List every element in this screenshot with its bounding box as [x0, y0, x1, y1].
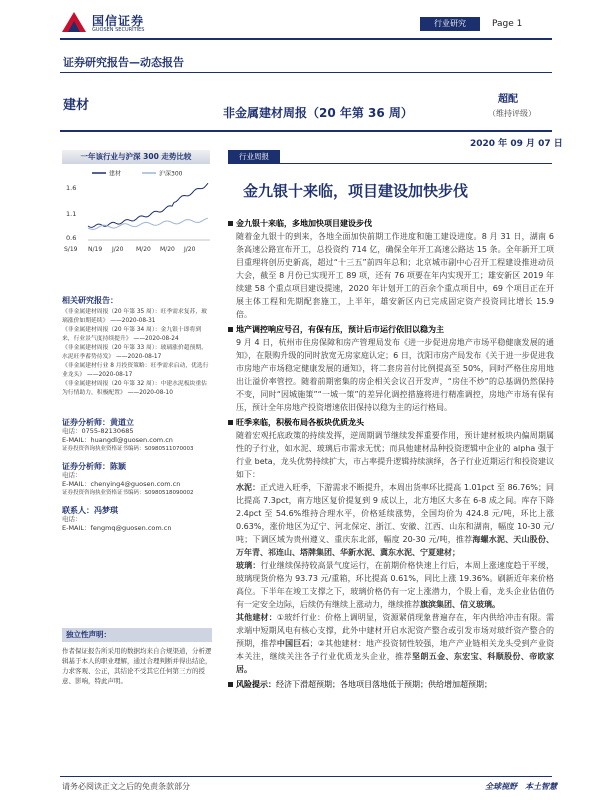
- x-tick-label: M/20: [160, 246, 175, 253]
- analyst-phone: 电话：0755-82130685: [62, 427, 134, 435]
- footer-disclaimer: 请务必阅读正文之后的免责条款部分: [62, 782, 190, 791]
- company-logo: [60, 8, 180, 36]
- page-number: Page 1: [492, 19, 523, 29]
- legend-label: 沪深300: [159, 170, 183, 178]
- section-tag: 行业周报: [228, 150, 280, 164]
- paragraph: 随着宏观托底政策的持续发挥，逆周期调节继续发挥重要作用，预计建材板块内偏周期属性的子行业，如水泥、玻璃后市需求无忧；而具他建材品种投资逻辑中企业的 alpha 强于行业 beta，龙头优势持续扩大，市占率提升逻辑持续演绎，各子行业近期运行和投资建议如下：: [236, 431, 554, 479]
- x-tick-label: J/20: [184, 246, 196, 253]
- series-title: 证券研究报告—动态报告: [63, 56, 184, 69]
- analyst-name: 证券分析师：陈颖: [62, 462, 126, 471]
- title-divider: [60, 130, 552, 132]
- x-tick-label: N/19: [88, 246, 103, 253]
- y-tick-label: 1.1: [66, 210, 77, 218]
- other-paragraph: 其他建材：①玻纤行业：价格上调明显，资源紧俏现象普遍存在，年内供给冲击有限。需求端中短期风电有核心支撑，此外中建材开启水泥资产整合或引发市场对玻纤资产整合的预期，推荐中国巨石；②其他建材：地产投资韧性较强，地产产业链相关龙头受到产业资本关注，继续关注各子行业优质龙头企业，推荐坚朗五金、东宏宝、科顺股份、帝欧家居。: [236, 613, 555, 674]
- glass-paragraph: 玻璃：行业继续保持较高景气度运行，在前期价格快速上行后，本周上涨速度趋于平缓，玻璃现货价格为 93.73 元/重箱，环比提高 0.61%，同比上涨 19.36%。刷新近年来价格高位。下半年在竣工支撑之下，玻璃价格仍有一定上涨潜力，个股上看，龙头企业估值仍有一定安全边际，后续仍有继续上涨动力，继续推荐旗滨集团、信义玻璃。: [236, 561, 555, 609]
- section-heading: 旺季来临，积极布局各板块优质龙头: [228, 416, 554, 429]
- risk-line: 风险提示：经济下滑超预期；各地项目落地低于预期；供给增加超预期；: [228, 678, 554, 691]
- cement-paragraph: 水泥：正式进入旺季，下游需求不断提升，本周出货率环比提高 1.01pct 至 86.76%；同比提高 7.3pct，南方地区复价提复到 9 成以上，北方地区大多在 6-8 成之间。库存下降 2.4pct 至 54.6%维持合理水平，价格延续涨势，全国均价为 424.8 元/吨，环比上涨 0.63%，涨价地区为辽宁、河北保定、浙江、安徽、江西、山东和湖南，幅度 10-30 元/吨；下调区域为贵州遵义、重庆东北部，幅度 20-30 元/吨，推荐海螺水泥、天山股份、万年青、祁连山、塔牌集团、华新水泥、冀东水泥、宁夏建材；: [236, 483, 555, 557]
- contact-name: 联系人：冯梦琪: [62, 506, 118, 515]
- bullet-icon: [228, 420, 233, 425]
- x-tick-label: S/19: [64, 246, 78, 253]
- logo-text: 国信证券: [92, 14, 145, 28]
- related-reports-heading: 相关研究报告：: [62, 296, 118, 305]
- rating: 超配: [498, 94, 518, 105]
- main-body: [228, 215, 554, 691]
- bullet-icon: [228, 327, 233, 332]
- analyst-block: [62, 418, 212, 454]
- independence-statement: 作者保证报告所采用的数据均来自合规渠道，分析逻辑基于本人的职业理解，通过合理判断并得出结论，力求客观、公正，其结论不受其它任何第三方的授意、影响，特此声明。: [62, 647, 212, 685]
- analyst-block: [62, 462, 212, 498]
- section-heading: 金九银十来临，多地加快项目建设步伐: [228, 217, 554, 230]
- logo-subtext: GUOSEN SECURITIES: [92, 27, 145, 33]
- analyst-cert: 证券投资咨询执业资格证书编码：S0980518090002: [62, 490, 194, 496]
- related-report-item[interactable]: 《非金属建材周报（20 年第 35 周）：旺季需求复苏，玻璃涨价如期延续》 ——2020-08-31: [62, 309, 207, 324]
- related-report-item[interactable]: 《非金属建材行业 8 月投资策略：旺季需求启动，优选行业龙头》 ——2020-08-17: [62, 363, 209, 378]
- series-line-building-materials: [88, 183, 208, 227]
- analyst-email[interactable]: E-MAIL：chenying4@guosen.com.cn: [62, 480, 181, 488]
- analyst-name: 证券分析师：黄道立: [62, 418, 134, 427]
- footer-divider: [60, 776, 552, 777]
- report-title: 非金属建材周报（20 年第 36 周）: [223, 106, 413, 120]
- bullet-icon: [228, 682, 233, 687]
- related-reports-list: [62, 308, 212, 398]
- analyst-phone: 电话：: [62, 471, 82, 479]
- legend-label: 建材: [109, 170, 122, 178]
- contact-block: [62, 506, 212, 533]
- related-report-item[interactable]: 《非金属建材周报（20 年第 33 周）：玻璃涨价超预期，水泥旺季蓄势待发》 ——2020-08-17: [62, 345, 207, 360]
- analyst-email[interactable]: E-MAIL：huangdl@guosen.com.cn: [62, 436, 173, 444]
- x-tick-label: J/20: [112, 246, 124, 253]
- header-divider: [60, 38, 552, 40]
- rating-note: （维持评级）: [488, 109, 536, 118]
- headline: 金九银十来临，项目建设加快步伐: [243, 182, 469, 200]
- chart-header: 一年该行业与沪深 300 走势比较: [62, 150, 210, 164]
- trend-chart-svg: [62, 166, 212, 256]
- section-heading: 地产调控响应号召，有保有压，预计后市运行依旧以稳为主: [228, 323, 554, 336]
- section-divider: [228, 163, 552, 164]
- footer-slogan: 全球视野 本土智慧: [485, 782, 557, 791]
- related-report-item[interactable]: 《非金属建材周报（20 年第 32 周）：中建水泥板块重估为行情助力，积极配置》 ——2020-08-10: [62, 381, 207, 396]
- report-type-badge: 行业研究: [420, 17, 480, 31]
- y-tick-label: 0.6: [66, 234, 77, 242]
- x-tick-label: M/20: [136, 246, 151, 253]
- contact-phone: 电话：: [62, 515, 82, 523]
- series-divider: [60, 72, 552, 73]
- trend-chart: [62, 166, 212, 256]
- contact-email[interactable]: E-MAIL：fengmq@guosen.com.cn: [62, 524, 172, 532]
- paragraph: 9 月 4 日，杭州市住房保障和房产管理局发布《进一步促进房地产市场平稳健康发展的通知》，在限购升级的同时放宽无房家庭认定；6 日，沈阳市房产局发布《关于进一步促进我市房地产市场稳定健康发展的通知》，将二套房首付比例提高至 50%，同时严格住房用地出让溢价率管控。随着前期密集的房企相关会议召开发声，“房住不炒”的总基调仍然保持不变，同时“因城施策”“一城一策”的差异化调控措施将进行精准调控，房地产市场有保有压，预计全年房地产投资增速依旧保持以稳为主的运行格局。: [236, 338, 554, 412]
- sector-label: 建材: [63, 98, 90, 113]
- series-line-csi300: [88, 218, 208, 229]
- bullet-icon: [228, 221, 233, 226]
- logo-mark-icon: [60, 10, 88, 34]
- independence-heading: 独立性声明：: [62, 628, 212, 642]
- y-tick-label: 1.6: [66, 184, 77, 192]
- related-report-item[interactable]: 《非金属建材周报（20 年第 34 周）：金九银十即将到来，行业景气度持续提升》 ——2020-08-24: [62, 327, 202, 342]
- paragraph: 随着金九银十的到来，各地全面加快前期工作进度和施工建设进度。8 月 31 日，湖南 6 条高速公路宣布开工，总投资约 714 亿，确保全年开工高速公路达 15 条。全年新开工项目重理将创历史新高，超过“十三五”前四年总和；北京城市副中心召开工程建设推进动员大会，截至 8 月份已实现开工 89 项，还有 76 项要在年内实现开工；雄安新区 2019 年续建 58 个重点项目建设提速，2020 年计划开工的百余个重点项目中，69 个项目正在开展主体工程和先期配套施工，上半年，雄安新区内已完成固定资产投资同比增长 15.9 倍。: [236, 232, 554, 319]
- analyst-cert: 证券投资咨询执业资格证书编码：S0980511070003: [62, 446, 194, 452]
- report-date: 2020 年 09 月 07 日: [470, 139, 563, 149]
